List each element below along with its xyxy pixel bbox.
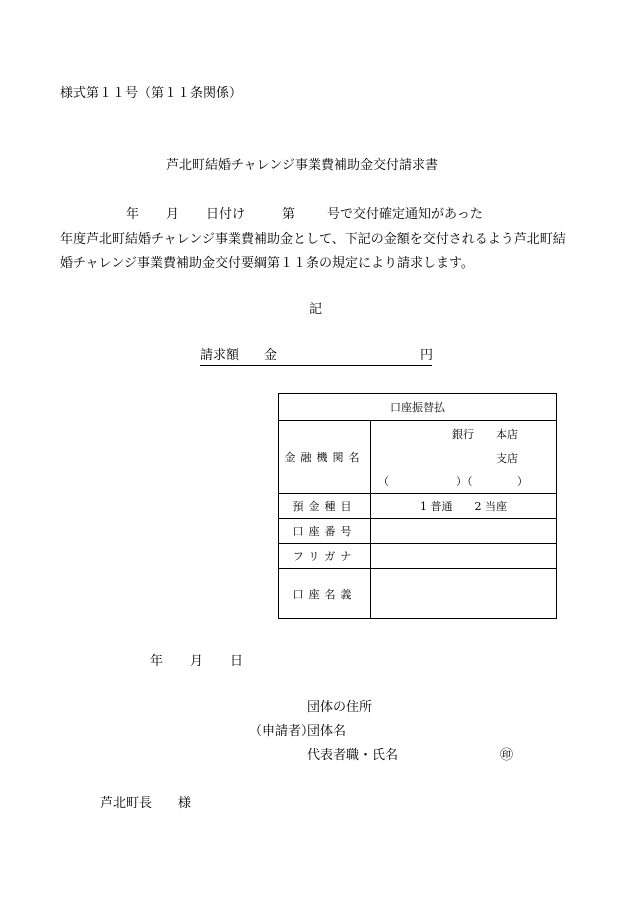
- date-month: 月: [166, 207, 180, 222]
- date-year: 年: [126, 207, 140, 222]
- furigana-value: [371, 544, 557, 569]
- seal-mark: ㊞: [500, 748, 514, 763]
- request-date-day: 日: [230, 654, 244, 669]
- account-number-row: [279, 519, 557, 544]
- applicant-address: 団体の住所: [307, 700, 373, 715]
- form-number: 様式第１１号（第１１条関係）: [60, 86, 243, 101]
- account-name-value: [371, 569, 557, 619]
- deposit-label: 預金種目: [279, 494, 371, 519]
- amount-label: 請求額: [200, 348, 240, 363]
- deposit-row: [279, 494, 557, 519]
- body-line-3: 婚チャレンジ事業費補助金交付要綱第１１条の規定により請求します。: [60, 256, 474, 271]
- account-table: [278, 393, 557, 619]
- applicant-org-name: 団体名: [307, 724, 347, 739]
- amount-row: [200, 348, 432, 366]
- date-day-ref: 日付け: [206, 207, 246, 222]
- request-date-month: 月: [190, 654, 204, 669]
- amount-kin: 金: [264, 348, 278, 363]
- number-prefix: 第: [282, 207, 296, 222]
- bank-text: 銀行: [452, 428, 474, 441]
- shiten-text: 支店: [496, 452, 518, 465]
- account-number-label: 口座番号: [279, 519, 371, 544]
- paren-open: （: [378, 475, 389, 488]
- deposit-options: 1 普通 2 当座: [371, 494, 557, 519]
- ki-heading: 記: [309, 302, 323, 317]
- addressee-name: 芦北町長: [100, 796, 153, 811]
- applicant-representative: 代表者職・氏名: [307, 748, 399, 763]
- document-title: 芦北町結婚チャレンジ事業費補助金交付請求書: [166, 158, 438, 173]
- bank-cell: [371, 421, 557, 494]
- amount-yen: 円: [420, 348, 434, 363]
- account-name-label: 口座名義: [279, 569, 371, 619]
- paren-mid: ）（: [456, 475, 473, 488]
- account-table-header-row: [279, 394, 557, 421]
- body-line-2: 年度芦北町結婚チャレンジ事業費補助金として、下記の金額を交付されるよう芦北町結: [60, 232, 566, 247]
- addressee-honorific: 様: [178, 796, 192, 811]
- furigana-label: フリガナ: [279, 544, 371, 569]
- request-date-year: 年: [150, 654, 164, 669]
- account-name-row: [279, 569, 557, 619]
- line1-tail: 号で交付確定通知があった: [327, 207, 483, 222]
- account-table-header: 口座振替払: [279, 394, 557, 421]
- account-number-value: [371, 519, 557, 544]
- honten-text: 本店: [496, 428, 518, 441]
- bank-row: [279, 421, 557, 494]
- applicant-role: （申請者）: [249, 724, 315, 739]
- paren-close: ）: [517, 475, 528, 488]
- furigana-row: [279, 544, 557, 569]
- bank-label: 金融機関名: [279, 421, 371, 494]
